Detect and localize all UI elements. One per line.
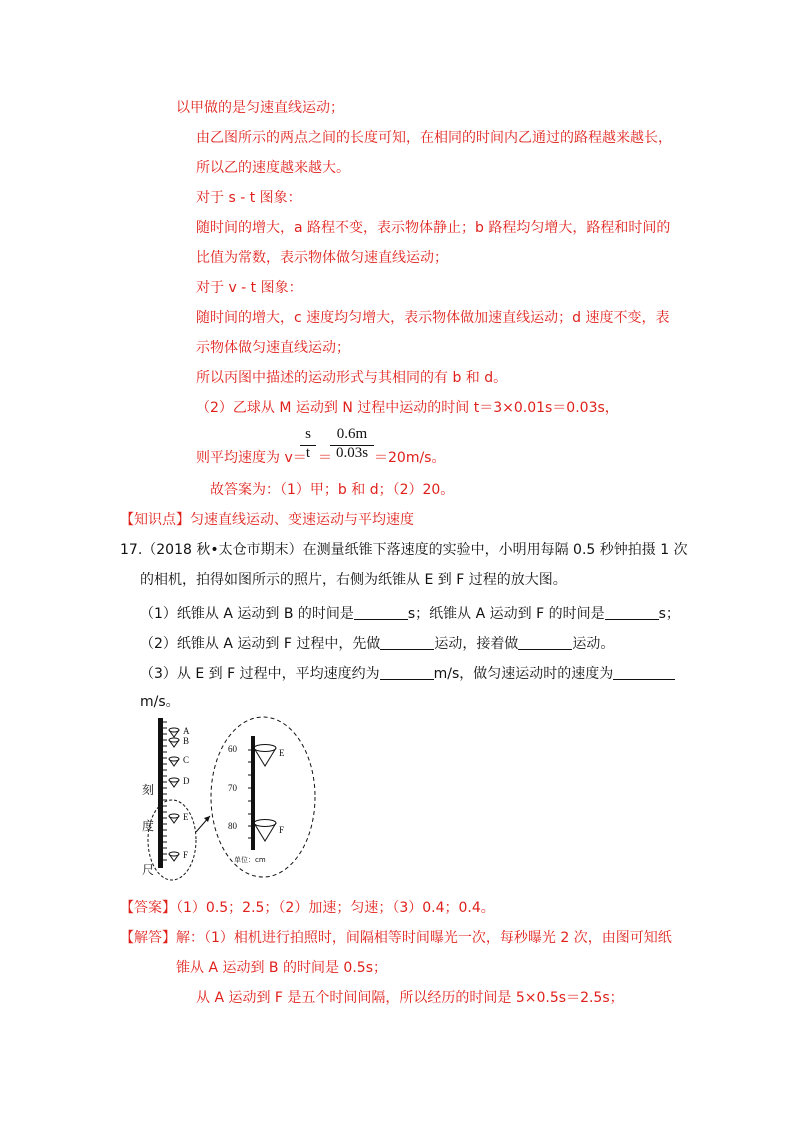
part-text: 运动，接着做	[434, 636, 519, 652]
question-part-1	[140, 604, 680, 624]
question-part-3-unit: m/s。	[140, 694, 180, 710]
answer-blank[interactable]	[380, 635, 434, 650]
formula-result: ＝20m/s。	[374, 450, 446, 466]
point-label-f: F	[183, 850, 189, 860]
point-label-d: D	[183, 776, 190, 786]
part-text: （2）纸锥从 A 运动到 F 过程中，先做	[140, 636, 381, 652]
formula-prefix: 则平均速度为 v＝	[196, 450, 307, 466]
answer-blank[interactable]	[605, 605, 659, 620]
zoom-label-f: F	[279, 825, 285, 835]
part-text: （3）从 E 到 F 过程中，平均速度约为	[140, 666, 380, 682]
formula-denominator-t: t	[305, 445, 311, 461]
formula-equals: ＝	[318, 450, 332, 466]
ruler-bar	[158, 718, 163, 868]
question-stem: 17.（2018 秋•太仓市期末）在测量纸锥下落速度的实验中，小明用每隔 0.5 秒钟拍摄 1 次	[120, 542, 688, 558]
solution-line: 示物体做匀速直线运动；	[196, 340, 350, 356]
solution-line: 对于 v - t 图象：	[196, 280, 303, 296]
question-part-2	[140, 634, 614, 654]
previous-answer: 故答案为：（1）甲；b 和 d；（2）20。	[210, 482, 455, 498]
formula-numerator-value: 0.6m	[336, 426, 368, 442]
zoom-ellipse	[211, 717, 315, 877]
ruler-label-char: 刻	[142, 783, 155, 797]
highlight-ellipse	[148, 800, 196, 880]
point-label-a: A	[183, 726, 190, 736]
ruler-ticks	[163, 722, 167, 860]
paper-cone-figure	[140, 712, 320, 882]
solution-line: 所以丙图中描述的运动形式与其相同的有 b 和 d。	[196, 370, 508, 386]
point-label-b: B	[183, 736, 190, 746]
point-label-c: C	[183, 755, 190, 765]
solution-line: （2）乙球从 M 运动到 N 过程中运动的时间 t＝3×0.01s＝0.03s，	[196, 400, 619, 416]
answer-blank[interactable]	[354, 605, 408, 620]
point-label-e: E	[183, 812, 189, 822]
answer-blank[interactable]	[613, 665, 675, 680]
solution-line: 对于 s - t 图象：	[196, 190, 302, 206]
ruler-label-char: 度	[142, 819, 155, 833]
part-text: s；	[658, 606, 680, 622]
solution-line: 随时间的增大，c 速度均匀增大，表示物体做加速直线运动；d 速度不变，表	[196, 310, 670, 326]
solution-line: 比值为常数，表示物体做匀速直线运动；	[196, 250, 448, 266]
part-text: s；纸锥从 A 运动到 F 的时间是	[407, 606, 605, 622]
zoom-tick-label: 60	[228, 744, 237, 754]
analysis-line: 从 A 运动到 F 是五个时间间隔，所以经历的时间是 5×0.5s＝2.5s；	[196, 990, 624, 1006]
ruler-cones	[169, 728, 179, 861]
part-text: （1）纸锥从 A 运动到 B 的时间是	[140, 606, 354, 622]
analysis-line: 【解答】解：（1）相机进行拍照时，间隔相等时间曝光一次，每秒曝光 2 次，由图可知纸	[120, 930, 672, 946]
solution-line: 所以乙的速度越来越大。	[196, 160, 350, 176]
question-stem: 的相机，拍得如图所示的照片，右侧为纸锥从 E 到 F 过程的放大图。	[140, 572, 567, 588]
formula-numerator-s: s	[305, 426, 311, 442]
zoom-ruler-ticks	[248, 750, 251, 838]
solution-line: 随时间的增大，a 路程不变，表示物体静止；b 路程均匀增大，路程和时间的	[196, 220, 671, 236]
formula-denominator-value: 0.03s	[335, 445, 369, 461]
zoom-label-e: E	[279, 748, 285, 758]
answer-blank[interactable]	[380, 665, 434, 680]
answer-line: 【答案】（1）0.5；2.5；（2）加速；匀速；（3）0.4；0.4。	[120, 900, 495, 916]
answer-blank[interactable]	[518, 635, 572, 650]
zoom-tick-label: 80	[228, 821, 237, 831]
ruler-label-char: 尺	[142, 863, 155, 877]
part-text: m/s，做匀速运动时的速度为	[433, 666, 614, 682]
unit-label: 单位：cm	[234, 856, 266, 864]
knowledge-point: 【知识点】匀速直线运动、变速运动与平均速度	[120, 512, 414, 528]
zoom-tick-label: 70	[228, 783, 237, 793]
analysis-line: 锥从 A 运动到 B 的时间是 0.5s；	[176, 960, 387, 976]
question-part-3	[140, 664, 675, 684]
zoom-cones	[254, 745, 276, 842]
part-text: 运动。	[572, 636, 615, 652]
solution-line: 以甲做的是匀速直线运动；	[176, 100, 344, 116]
solution-line: 由乙图所示的两点之间的长度可知，在相同的时间内乙通过的路程越来越长，	[196, 130, 672, 146]
